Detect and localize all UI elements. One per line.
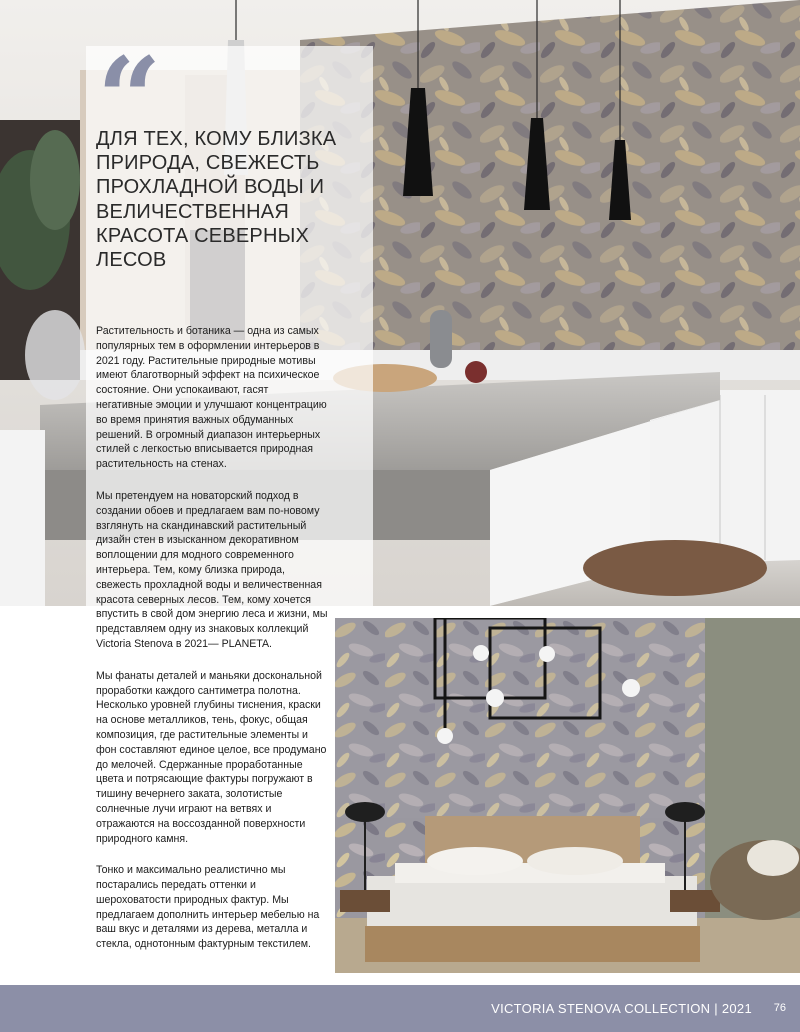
body-paragraph: Растительность и ботаника — одна из самых популярных тем в оформлении интерьеров в 2021 году. Растительные природные мотивы имеют благотворный эффект на психическое состояние. Они успокаивают, гасят негативные эмоции и улучшают концентрацию во время принятия важных обдуманных решений. В огромный диапазон интерьерных стилей с легкостью вписывается природная растительность на стенах.	[96, 325, 327, 471]
article-headline: ДЛЯ ТЕХ, КОМУ БЛИЗКА ПРИРОДА, СВЕЖЕСТЬ ПРОХЛАДНОЙ ВОДЫ И ВЕЛИЧЕСТВЕННАЯ КРАСОТА СЕВЕРНЫХ ЛЕСОВ	[96, 128, 337, 272]
page-footer	[0, 985, 800, 1032]
footer-brand: VICTORIA STENOVA COLLECTION | 2021	[491, 1001, 752, 1016]
body-paragraph: Тонко и максимально реалистично мы постарались передать оттенки и шероховатости природных фактур. Мы предлагаем дополнить интерьер мебелью на ваш вкус и деталями из дерева, металла и стекла, однотонным фактурным текстилем.	[96, 864, 320, 951]
page-number: 76	[773, 1002, 786, 1014]
quote-mark-icon: “	[97, 34, 162, 165]
body-paragraph: Мы фанаты деталей и маньяки доскональной проработки каждого сантиметра полотна. Несколько уровней глубины тиснения, краски на основе металликов, тень, фокус, общая композиция, где растительные элементы и фон составляют единое целое, все продумано до мелочей. Сдержанные проработанные цвета и потрясающие фактуры погружают в тишину вечернего заката, золотистые солнечные лучи играют на ветвях и отражаются на воссозданной поверхности природного камня.	[96, 669, 327, 845]
article-body	[96, 324, 328, 969]
body-paragraph: Мы претендуем на новаторский подход в создании обоев и предлагаем вам по-новому взглянуть на скандинавский растительный дизайн стен в изысканном декоративном воплощении для модного современного интерьера. Тем, кому близка природа, свежесть прохладной воды и величественная красота северных лесов. Тем, кому хочется впустить в свой дом энергию леса и жизни, мы представляем одну из знаковых коллекций Victoria Stenova в 2021— PLANETA.	[96, 489, 328, 650]
bedroom-photo	[335, 618, 800, 973]
